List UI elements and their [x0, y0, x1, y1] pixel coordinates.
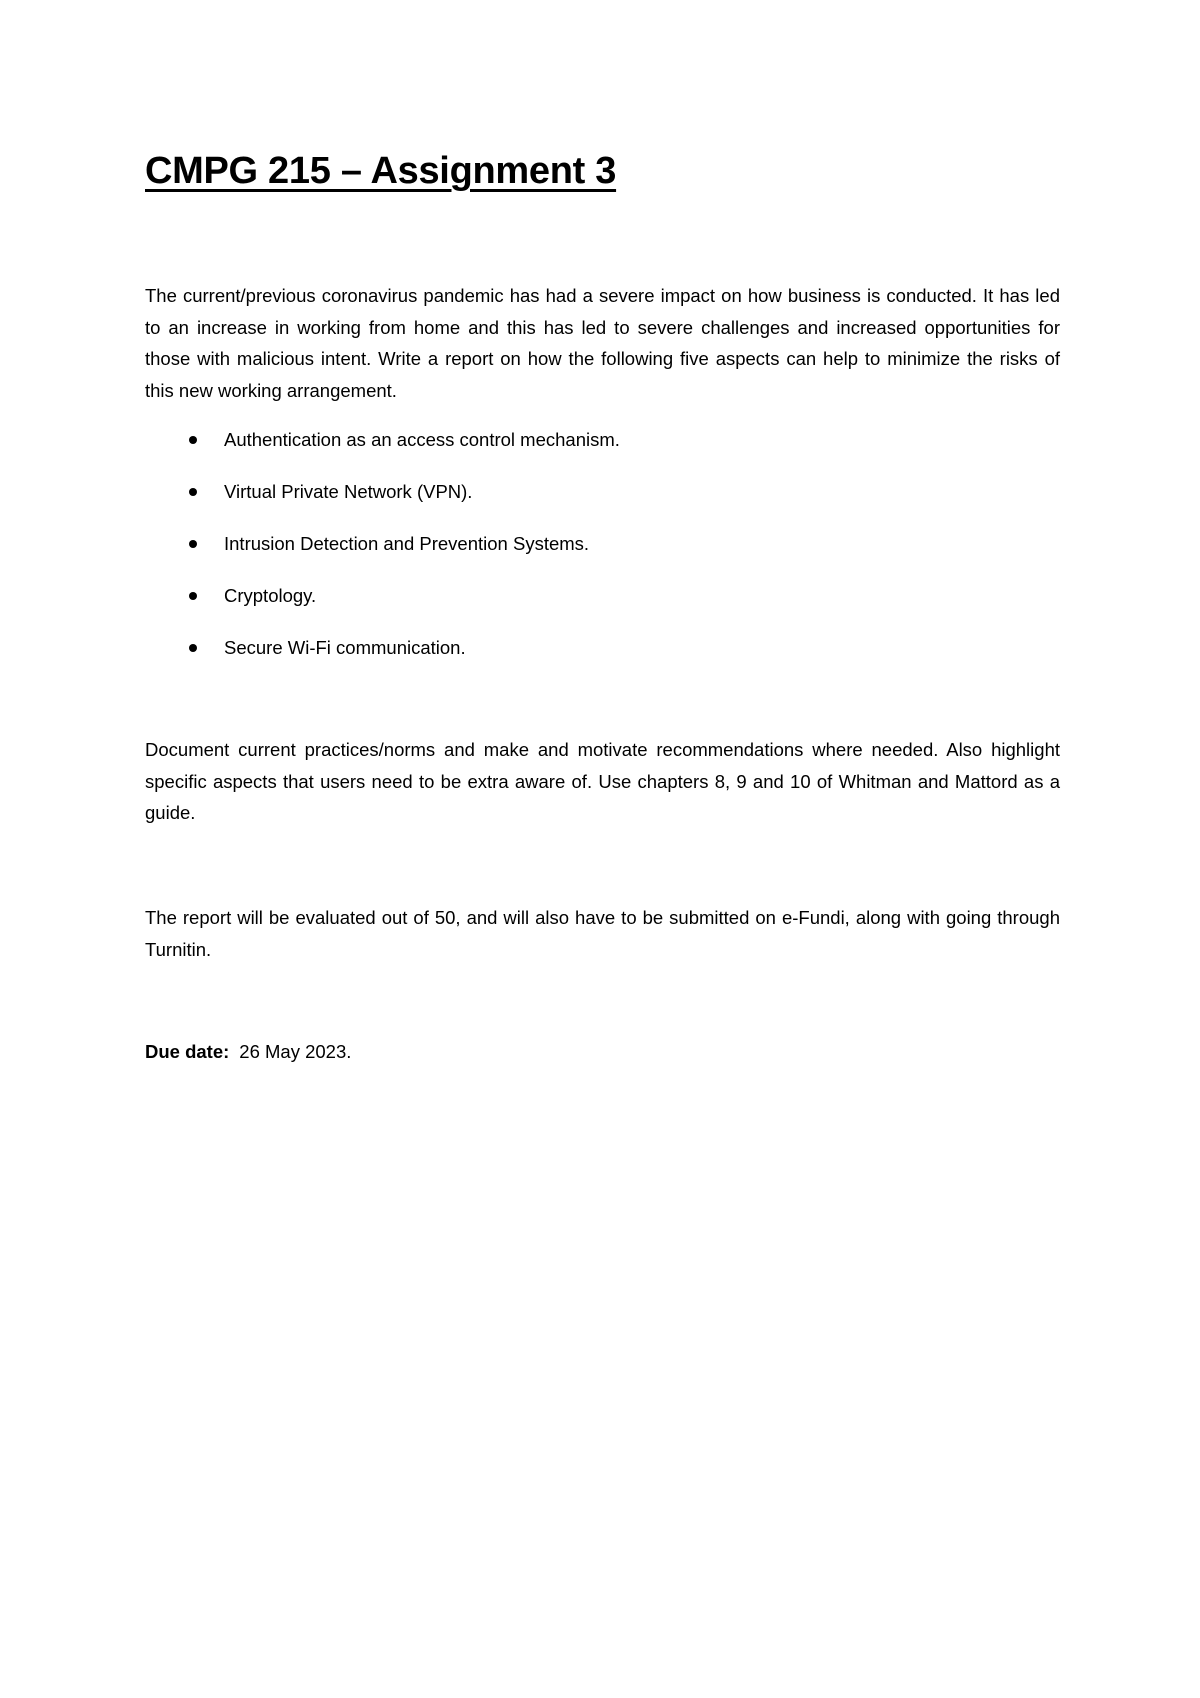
document-title: CMPG 215 – Assignment 3 [145, 150, 617, 192]
instructions-paragraph: Document current practices/norms and make and motivate recommendations where needed. Also highlight specific aspects that users need to be extra aware of. Use chapters 8, 9 and 10 of Whitman and Mattord as a guide. [145, 739, 1060, 823]
bullet-icon [189, 488, 197, 496]
bullet-icon [189, 592, 197, 600]
bullet-icon [189, 436, 197, 444]
evaluation-paragraph: The report will be evaluated out of 50, and will also have to be submitted on e-Fundi, along with going through Turnitin. [145, 907, 1060, 960]
bullet-text: Cryptology. [224, 585, 317, 606]
bullet-icon [189, 644, 197, 652]
bullet-text: Virtual Private Network (VPN). [224, 481, 473, 502]
bullet-item-idps [145, 528, 1060, 580]
bullet-icon [189, 540, 197, 548]
bullet-text: Intrusion Detection and Prevention Systems. [224, 533, 590, 554]
bullet-item-wifi [145, 632, 1060, 684]
due-date-value: 26 May 2023. [239, 1041, 352, 1062]
bullet-item-cryptology [145, 580, 1060, 632]
bullet-item-authentication [145, 424, 1060, 476]
due-date-line [145, 1036, 351, 1068]
bullet-text: Secure Wi-Fi communication. [224, 637, 466, 658]
aspects-bullet-list [145, 424, 1060, 684]
bullet-text: Authentication as an access control mechanism. [224, 429, 620, 450]
bullet-item-vpn [145, 476, 1060, 528]
due-date-label: Due date: [145, 1041, 230, 1062]
intro-paragraph: The current/previous coronavirus pandemic has had a severe impact on how business is conducted. It has led to an increase in working from home and this has led to severe challenges and increased opportunities for those with malicious intent. Write a report on how the following five aspects can help to minimize the risks of this new working arrangement. [145, 285, 1060, 401]
